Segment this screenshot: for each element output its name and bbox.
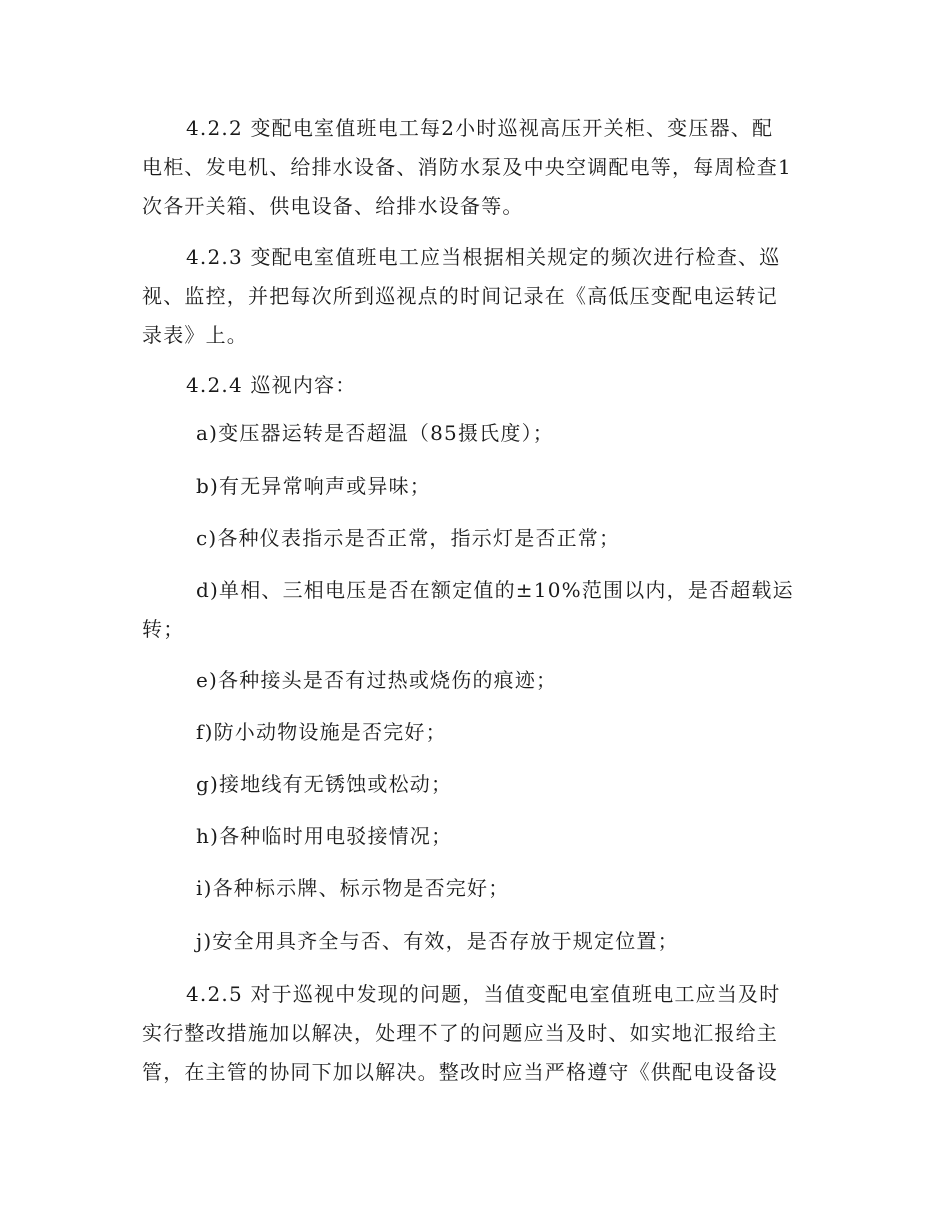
list-item-text: d)单相、三相电压是否在额定值的±10%范围以内，是否超载运: [196, 578, 794, 602]
list-item-i: [142, 869, 812, 908]
list-item-text: g)接地线有无锈蚀或松动；: [196, 772, 453, 796]
list-item-text: a)变压器运转是否超温（85摄氏度）；: [196, 421, 554, 445]
paragraph-line: 录表》上。: [142, 323, 248, 347]
list-item-d: [142, 571, 812, 649]
list-item-text: b)有无异常响声或异味；: [196, 474, 432, 498]
paragraph-4-2-5: [142, 975, 812, 1092]
list-item-h: [142, 817, 812, 856]
paragraph-line: 4.2.5 对于巡视中发现的问题，当值变配电室值班电工应当及时: [186, 982, 781, 1006]
paragraph-4-2-4: [142, 366, 812, 405]
list-item-text: e)各种接头是否有过热或烧伤的痕迹；: [196, 668, 558, 692]
list-item-text: j)安全用具齐全与否、有效，是否存放于规定位置；: [196, 929, 679, 953]
list-item-a: [142, 414, 812, 453]
paragraph-line: 4.2.3 变配电室值班电工应当根据相关规定的频次进行检查、巡: [186, 245, 781, 269]
paragraph-line: 4.2.2 变配电室值班电工每2小时巡视高压开关柜、变压器、配: [186, 116, 774, 140]
paragraph-line: 实行整改措施加以解决，处理不了的问题应当及时、如实地汇报给主: [142, 1021, 778, 1045]
paragraph-line: 次各开关箱、供电设备、给排水设备等。: [142, 194, 524, 218]
list-item-b: [142, 467, 812, 506]
list-item-text: 转；: [142, 617, 185, 641]
paragraph-4-2-2: [142, 109, 812, 226]
paragraph-line: 4.2.4 巡视内容：: [186, 373, 357, 397]
paragraph-4-2-3: [142, 238, 812, 355]
paragraph-line: 视、监控，并把每次所到巡视点的时间记录在《高低压变配电运转记: [142, 284, 778, 308]
list-item-text: h)各种临时用电驳接情况；: [196, 824, 453, 848]
list-item-j: [142, 922, 812, 961]
list-item-text: i)各种标示牌、标示物是否完好；: [196, 876, 510, 900]
list-item-f: [142, 713, 812, 752]
list-item-text: f)防小动物设施是否完好；: [196, 720, 447, 744]
list-item-text: c)各种仪表指示是否正常，指示灯是否正常；: [196, 526, 621, 550]
list-item-g: [142, 765, 812, 804]
list-item-c: [142, 519, 812, 558]
paragraph-line: 电柜、发电机、给排水设备、消防水泵及中央空调配电等，每周检查1: [142, 155, 792, 179]
paragraph-line: 管，在主管的协同下加以解决。整改时应当严格遵守《供配电设备设: [142, 1060, 778, 1084]
list-item-e: [142, 661, 812, 700]
